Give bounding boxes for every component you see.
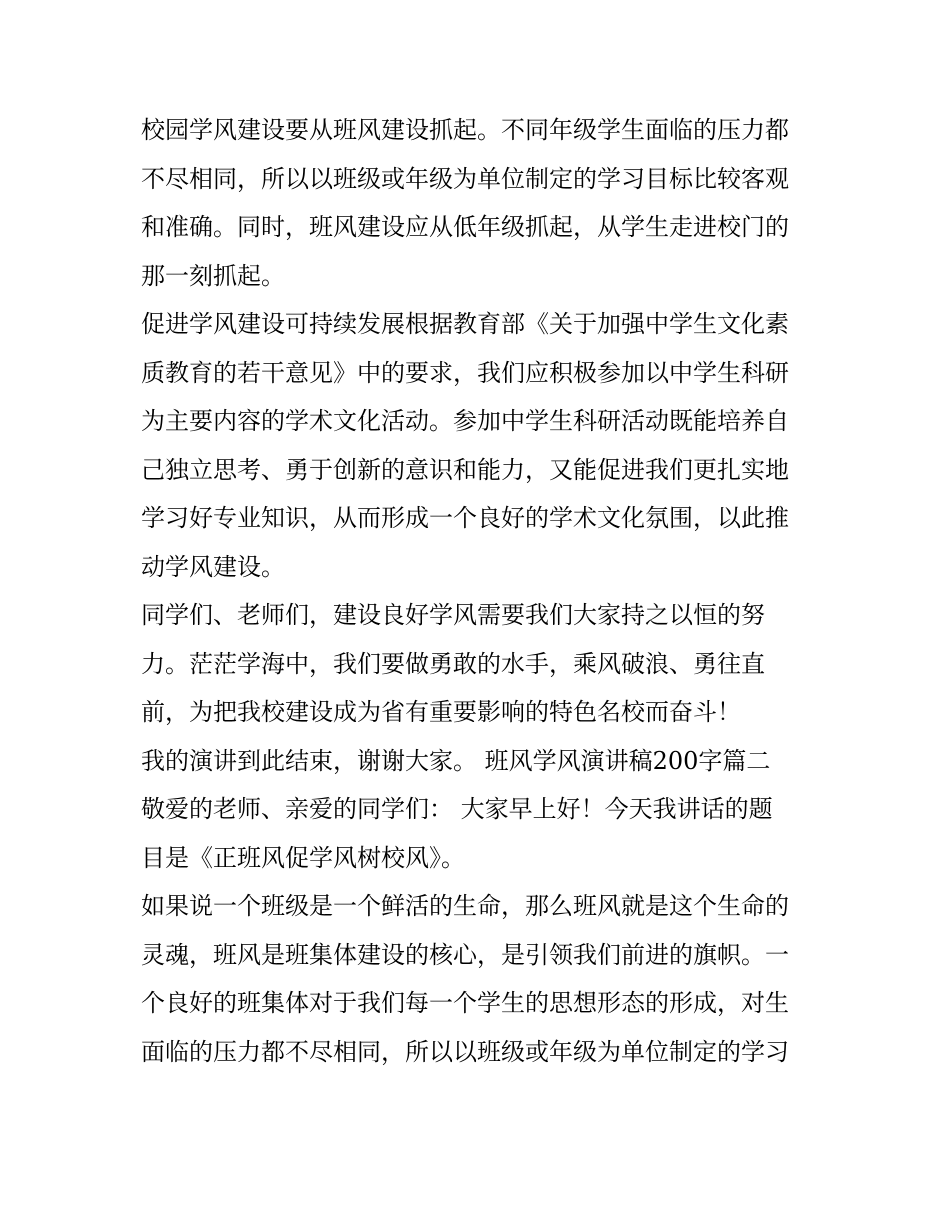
paragraph-1 — [141, 106, 831, 300]
text-line: 前，为把我校建设成为省有重要影响的特色名校而奋斗！ — [141, 698, 741, 726]
text-line: 我的演讲到此结束，谢谢大家。 班风学风演讲稿200字篇二 — [141, 746, 771, 775]
text-line: 目是《正班风促学风树校风》。 — [141, 843, 465, 872]
text-line: 不尽相同，所以以班级或年级为单位制定的学习目标比较客观 — [141, 164, 789, 193]
text-line: 同学们、老师们，建设良好学风需要我们大家持之以恒的努 — [141, 601, 765, 629]
text-line: 动学风建设。 — [141, 552, 285, 581]
text-line: 那一刻抓起。 — [141, 261, 285, 290]
text-line: 个良好的班集体对于我们每一个学生的思想形态的形成，对生 — [141, 989, 789, 1017]
document-body — [141, 106, 831, 1076]
text-line: 灵魂，班风是班集体建设的核心，是引领我们前进的旗帜。一 — [141, 940, 789, 969]
text-line: 质教育的若干意见》中的要求，我们应积极参加以中学生科研 — [141, 358, 789, 387]
paragraph-2 — [141, 300, 831, 591]
text-line: 为主要内容的学术文化活动。参加中学生科研活动既能培养自 — [141, 407, 789, 435]
text-line: 面临的压力都不尽相同，所以以班级或年级为单位制定的学习 — [141, 1037, 789, 1066]
text-line: 和准确。同时，班风建设应从低年级抓起，从学生走进校门的 — [141, 213, 789, 241]
paragraph-3 — [141, 591, 831, 737]
paragraph-5 — [141, 882, 831, 1076]
text-line: 学习好专业知识，从而形成一个良好的学术文化氛围，以此推 — [141, 504, 789, 532]
text-line: 己独立思考、勇于创新的意识和能力，又能促进我们更扎实地 — [141, 455, 789, 484]
text-line: 如果说一个班级是一个鲜活的生命，那么班风就是这个生命的 — [141, 892, 789, 920]
paragraph-4 — [141, 737, 831, 883]
text-line: 敬爱的老师、亲爱的同学们： 大家早上好！今天我讲话的题 — [141, 795, 773, 823]
text-line: 力。茫茫学海中，我们要做勇敢的水手，乘风破浪、勇往直 — [141, 649, 765, 678]
text-line: 促进学风建设可持续发展根据教育部《关于加强中学生文化素 — [141, 310, 789, 338]
text-line: 校园学风建设要从班风建设抓起。不同年级学生面临的压力都 — [141, 116, 789, 144]
